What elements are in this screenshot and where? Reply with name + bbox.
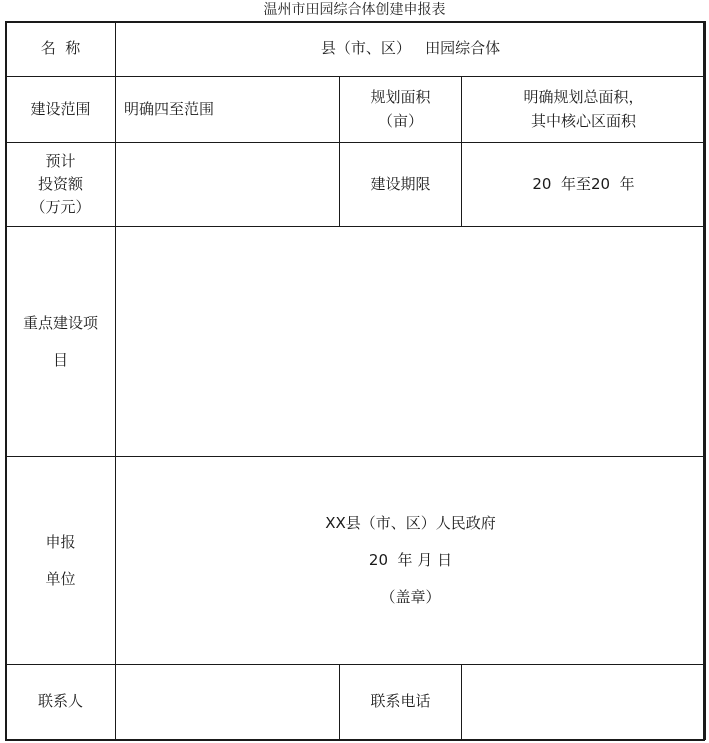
name-value[interactable]: 县（市、区） 田园综合体	[116, 22, 706, 77]
name-label: 名 称	[6, 22, 116, 77]
period-label: 建设期限	[340, 143, 462, 227]
investment-label-line3: （万元）	[30, 198, 91, 217]
applicant-label-line2: 单位	[45, 569, 76, 588]
area-label-line1: 规划面积	[370, 88, 431, 107]
scope-label: 建设范围	[6, 77, 116, 143]
applicant-label-line1: 申报	[45, 532, 76, 551]
table-outer-border	[5, 21, 705, 741]
scope-value[interactable]: 明确四至范围	[116, 77, 340, 143]
projects-label-line2: 目	[52, 350, 68, 369]
applicant-org: XX县（市、区）人民政府	[325, 514, 496, 532]
area-value-line2: 其中核心区面积	[531, 111, 637, 130]
area-value-line1: 明确规划总面积，	[523, 88, 644, 107]
projects-label-line1: 重点建设项	[22, 313, 98, 332]
document-title: 温州市田园综合体创建申报表	[263, 2, 446, 18]
applicant-seal: （盖章）	[380, 588, 441, 606]
period-value[interactable]: 20 年至20 年	[462, 143, 706, 227]
applicant-date: 20 年 月 日	[368, 551, 453, 569]
contact-label: 联系人	[6, 665, 116, 740]
investment-label-line1: 预计	[45, 151, 76, 170]
area-label-line2: （亩）	[377, 111, 423, 130]
phone-label: 联系电话	[340, 665, 462, 740]
investment-label-line2: 投资额	[37, 174, 83, 193]
